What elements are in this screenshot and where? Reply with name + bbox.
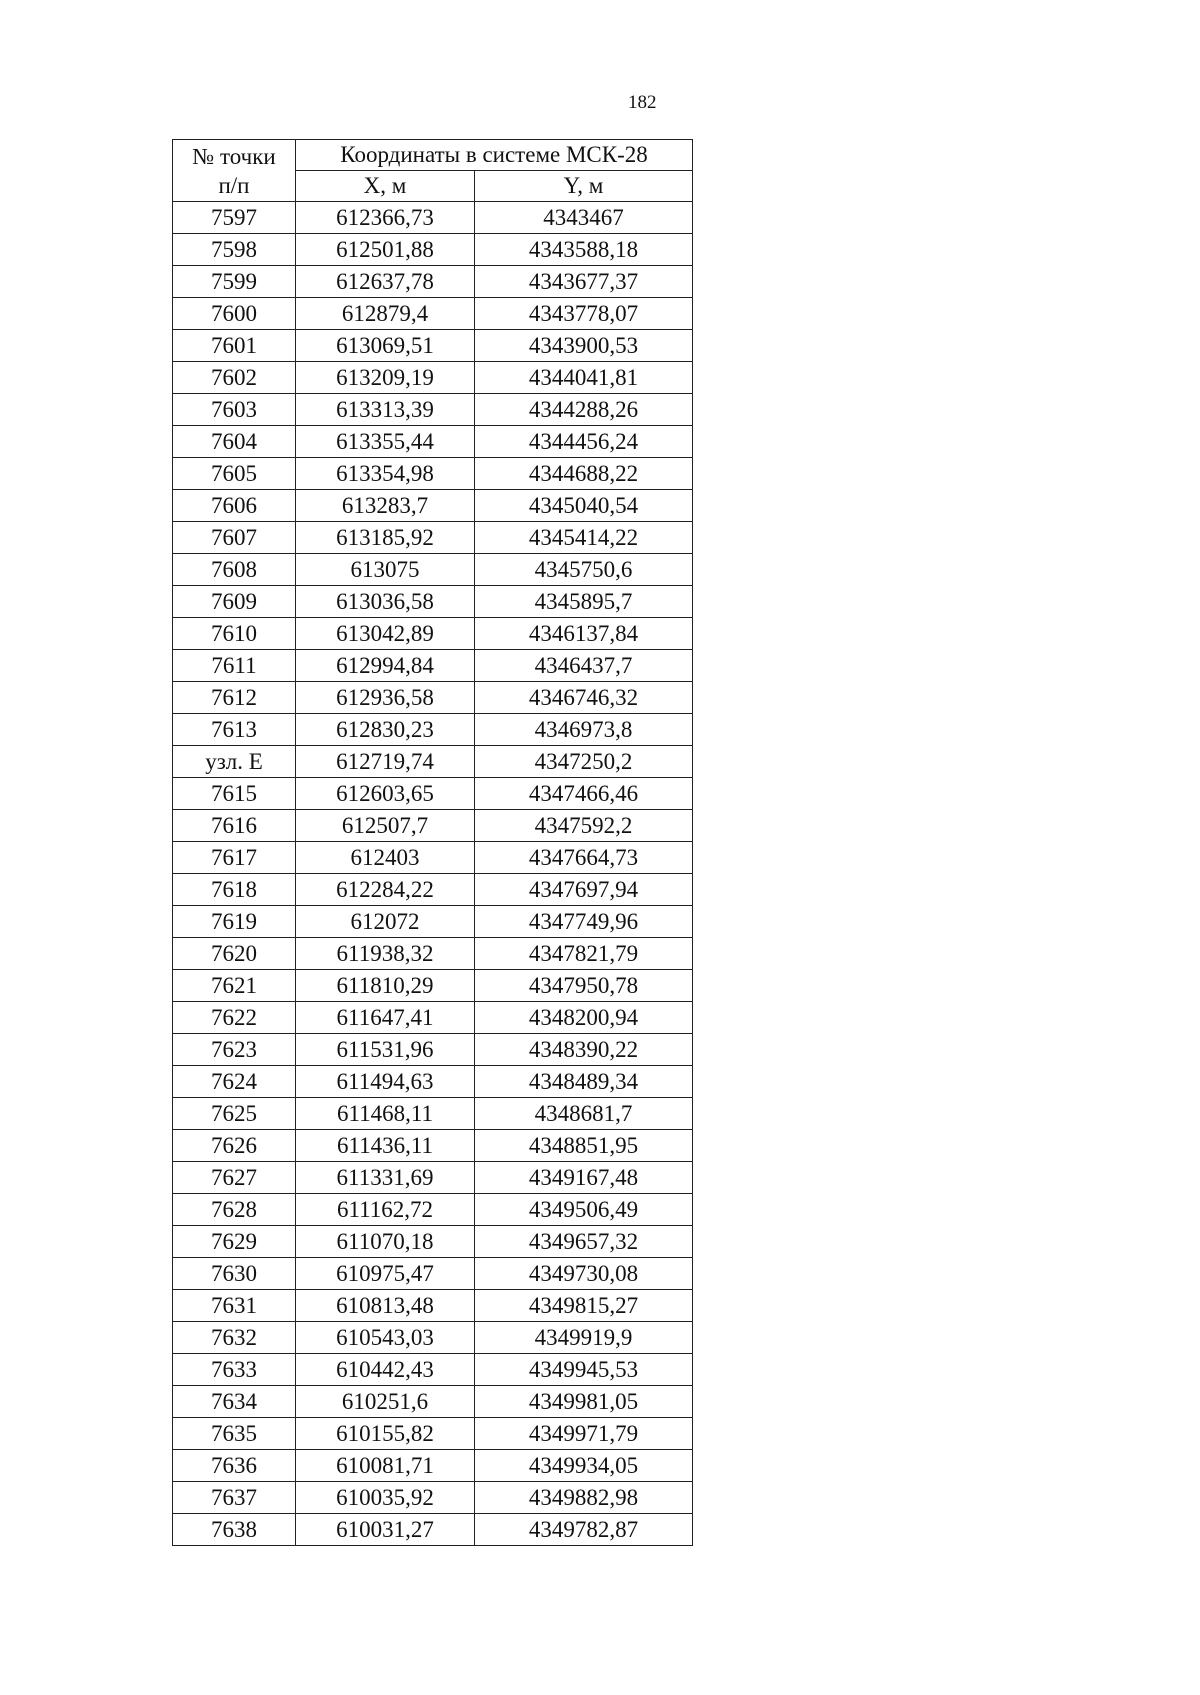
y-coordinate-cell: 4347664,73: [475, 842, 693, 874]
point-number-cell: 7629: [173, 1226, 296, 1258]
y-coordinate-cell: 4349919,9: [475, 1322, 693, 1354]
table-row: [173, 1418, 693, 1450]
table-row: [173, 842, 693, 874]
y-coordinate-cell: 4345895,7: [475, 586, 693, 618]
x-coordinate-cell: 613283,7: [296, 490, 475, 522]
point-number-cell: 7598: [173, 234, 296, 266]
table-row: [173, 458, 693, 490]
table-row: [173, 522, 693, 554]
y-coordinate-cell: 4349882,98: [475, 1482, 693, 1514]
x-coordinate-cell: 611468,11: [296, 1098, 475, 1130]
point-number-cell: 7617: [173, 842, 296, 874]
point-number-header-line2: п/п: [218, 172, 250, 198]
x-coordinate-cell: 612072: [296, 906, 475, 938]
table-row: [173, 1226, 693, 1258]
x-coordinate-cell: 611494,63: [296, 1066, 475, 1098]
x-coordinate-cell: 612719,74: [296, 746, 475, 778]
table-row: [173, 1194, 693, 1226]
table-row: [173, 938, 693, 970]
table-row: [173, 1034, 693, 1066]
x-coordinate-cell: 610035,92: [296, 1482, 475, 1514]
point-number-header-line1: № точки: [192, 143, 276, 169]
y-coordinate-cell: 4343467: [475, 202, 693, 234]
x-coordinate-cell: 610081,71: [296, 1450, 475, 1482]
x-coordinate-cell: 613355,44: [296, 426, 475, 458]
y-coordinate-cell: 4344688,22: [475, 458, 693, 490]
table-row: [173, 1386, 693, 1418]
table-row: [173, 650, 693, 682]
table-row: [173, 970, 693, 1002]
table-row: [173, 554, 693, 586]
x-coordinate-cell: 611070,18: [296, 1226, 475, 1258]
x-coordinate-cell: 612994,84: [296, 650, 475, 682]
table-row: [173, 906, 693, 938]
point-number-cell: 7609: [173, 586, 296, 618]
point-number-cell: 7597: [173, 202, 296, 234]
x-coordinate-cell: 613209,19: [296, 362, 475, 394]
point-number-cell: 7631: [173, 1290, 296, 1322]
x-coordinate-cell: 610442,43: [296, 1354, 475, 1386]
y-coordinate-cell: 4346746,32: [475, 682, 693, 714]
point-number-cell: 7605: [173, 458, 296, 490]
x-coordinate-cell: 612501,88: [296, 234, 475, 266]
x-coordinate-cell: 613354,98: [296, 458, 475, 490]
table-row: [173, 810, 693, 842]
point-number-cell: 7600: [173, 298, 296, 330]
x-coordinate-cell: 612936,58: [296, 682, 475, 714]
y-coordinate-cell: 4347950,78: [475, 970, 693, 1002]
table-body: [173, 202, 693, 1546]
point-number-cell: 7603: [173, 394, 296, 426]
point-number-cell: 7624: [173, 1066, 296, 1098]
y-coordinate-cell: 4348200,94: [475, 1002, 693, 1034]
table-row: [173, 426, 693, 458]
point-number-cell: 7619: [173, 906, 296, 938]
point-number-cell: 7634: [173, 1386, 296, 1418]
x-coordinate-cell: 610155,82: [296, 1418, 475, 1450]
y-coordinate-cell: 4344288,26: [475, 394, 693, 426]
point-number-cell: 7638: [173, 1514, 296, 1546]
point-number-cell: 7610: [173, 618, 296, 650]
x-coordinate-cell: 612603,65: [296, 778, 475, 810]
point-number-header: [173, 140, 296, 202]
y-coordinate-cell: 4343778,07: [475, 298, 693, 330]
x-coordinate-cell: 610975,47: [296, 1258, 475, 1290]
point-number-cell: 7620: [173, 938, 296, 970]
y-coordinate-cell: 4344456,24: [475, 426, 693, 458]
y-coordinate-cell: 4348489,34: [475, 1066, 693, 1098]
y-coordinate-cell: 4349782,87: [475, 1514, 693, 1546]
x-coordinate-cell: 612284,22: [296, 874, 475, 906]
point-number-cell: 7618: [173, 874, 296, 906]
table-header: [173, 140, 693, 202]
x-coordinate-cell: 612830,23: [296, 714, 475, 746]
y-coordinate-cell: 4349167,48: [475, 1162, 693, 1194]
y-coordinate-cell: 4348681,7: [475, 1098, 693, 1130]
x-coordinate-cell: 613036,58: [296, 586, 475, 618]
x-coordinate-cell: 611162,72: [296, 1194, 475, 1226]
y-coordinate-cell: 4349506,49: [475, 1194, 693, 1226]
table-row: [173, 1162, 693, 1194]
x-coordinate-cell: 611331,69: [296, 1162, 475, 1194]
point-number-cell: 7607: [173, 522, 296, 554]
y-coordinate-cell: 4343588,18: [475, 234, 693, 266]
y-coordinate-cell: 4348390,22: [475, 1034, 693, 1066]
y-coordinate-cell: 4347250,2: [475, 746, 693, 778]
table-row: [173, 394, 693, 426]
table-row: [173, 1066, 693, 1098]
y-coordinate-cell: 4349730,08: [475, 1258, 693, 1290]
y-coordinate-cell: 4349971,79: [475, 1418, 693, 1450]
y-coordinate-cell: 4349815,27: [475, 1290, 693, 1322]
table-row: [173, 1514, 693, 1546]
y-coordinate-cell: 4349945,53: [475, 1354, 693, 1386]
table-row: [173, 1322, 693, 1354]
x-coordinate-cell: 610543,03: [296, 1322, 475, 1354]
page-number: 182: [628, 92, 657, 113]
y-coordinate-cell: 4347749,96: [475, 906, 693, 938]
x-coordinate-cell: 611810,29: [296, 970, 475, 1002]
point-number-cell: 7612: [173, 682, 296, 714]
point-number-cell: 7611: [173, 650, 296, 682]
point-number-cell: 7616: [173, 810, 296, 842]
point-number-cell: узл. Е: [173, 746, 296, 778]
table-row: [173, 874, 693, 906]
point-number-cell: 7599: [173, 266, 296, 298]
table-row: [173, 618, 693, 650]
table-row: [173, 778, 693, 810]
table-row: [173, 1450, 693, 1482]
x-coordinate-cell: 610031,27: [296, 1514, 475, 1546]
table-row: [173, 1354, 693, 1386]
point-number-cell: 7608: [173, 554, 296, 586]
point-number-cell: 7626: [173, 1130, 296, 1162]
x-coordinate-cell: 611531,96: [296, 1034, 475, 1066]
x-coordinate-cell: 610813,48: [296, 1290, 475, 1322]
y-coordinate-cell: 4347697,94: [475, 874, 693, 906]
y-coordinate-cell: 4343677,37: [475, 266, 693, 298]
table-row: [173, 586, 693, 618]
table-row: [173, 1290, 693, 1322]
point-number-cell: 7602: [173, 362, 296, 394]
y-coordinate-cell: 4345750,6: [475, 554, 693, 586]
coordinates-group-header: Координаты в системе МСК-28: [296, 140, 693, 171]
table-row: [173, 682, 693, 714]
y-coordinate-cell: 4343900,53: [475, 330, 693, 362]
x-coordinate-cell: 612507,7: [296, 810, 475, 842]
table-row: [173, 1482, 693, 1514]
point-number-cell: 7637: [173, 1482, 296, 1514]
x-coordinate-cell: 611436,11: [296, 1130, 475, 1162]
y-coordinate-cell: 4347592,2: [475, 810, 693, 842]
x-coordinate-cell: 611938,32: [296, 938, 475, 970]
point-number-cell: 7604: [173, 426, 296, 458]
y-column-header: Y, м: [475, 171, 693, 202]
table-row: [173, 714, 693, 746]
y-coordinate-cell: 4345040,54: [475, 490, 693, 522]
y-coordinate-cell: 4348851,95: [475, 1130, 693, 1162]
point-number-cell: 7621: [173, 970, 296, 1002]
y-coordinate-cell: 4347821,79: [475, 938, 693, 970]
x-coordinate-cell: 613069,51: [296, 330, 475, 362]
point-number-cell: 7622: [173, 1002, 296, 1034]
x-coordinate-cell: 612637,78: [296, 266, 475, 298]
point-number-cell: 7615: [173, 778, 296, 810]
point-number-cell: 7630: [173, 1258, 296, 1290]
x-coordinate-cell: 612366,73: [296, 202, 475, 234]
y-coordinate-cell: 4347466,46: [475, 778, 693, 810]
y-coordinate-cell: 4349934,05: [475, 1450, 693, 1482]
point-number-cell: 7628: [173, 1194, 296, 1226]
table-row: [173, 266, 693, 298]
point-number-cell: 7601: [173, 330, 296, 362]
coordinates-table: [172, 139, 693, 1546]
x-column-header: X, м: [296, 171, 475, 202]
x-coordinate-cell: 613075: [296, 554, 475, 586]
point-number-cell: 7613: [173, 714, 296, 746]
point-number-cell: 7632: [173, 1322, 296, 1354]
point-number-cell: 7625: [173, 1098, 296, 1130]
point-number-cell: 7606: [173, 490, 296, 522]
x-coordinate-cell: 612879,4: [296, 298, 475, 330]
y-coordinate-cell: 4344041,81: [475, 362, 693, 394]
point-number-cell: 7627: [173, 1162, 296, 1194]
x-coordinate-cell: 612403: [296, 842, 475, 874]
table-row: [173, 234, 693, 266]
table-row: [173, 362, 693, 394]
table-row: [173, 1002, 693, 1034]
point-number-cell: 7636: [173, 1450, 296, 1482]
table-row: [173, 1098, 693, 1130]
table-row: [173, 330, 693, 362]
x-coordinate-cell: 611647,41: [296, 1002, 475, 1034]
table-row: [173, 1130, 693, 1162]
y-coordinate-cell: 4345414,22: [475, 522, 693, 554]
table-row: [173, 202, 693, 234]
point-number-cell: 7633: [173, 1354, 296, 1386]
point-number-cell: 7635: [173, 1418, 296, 1450]
y-coordinate-cell: 4349657,32: [475, 1226, 693, 1258]
table-row: [173, 490, 693, 522]
y-coordinate-cell: 4346437,7: [475, 650, 693, 682]
y-coordinate-cell: 4346137,84: [475, 618, 693, 650]
x-coordinate-cell: 610251,6: [296, 1386, 475, 1418]
table-row: [173, 1258, 693, 1290]
y-coordinate-cell: 4349981,05: [475, 1386, 693, 1418]
x-coordinate-cell: 613185,92: [296, 522, 475, 554]
y-coordinate-cell: 4346973,8: [475, 714, 693, 746]
table-row: [173, 746, 693, 778]
point-number-cell: 7623: [173, 1034, 296, 1066]
x-coordinate-cell: 613313,39: [296, 394, 475, 426]
x-coordinate-cell: 613042,89: [296, 618, 475, 650]
table-row: [173, 298, 693, 330]
